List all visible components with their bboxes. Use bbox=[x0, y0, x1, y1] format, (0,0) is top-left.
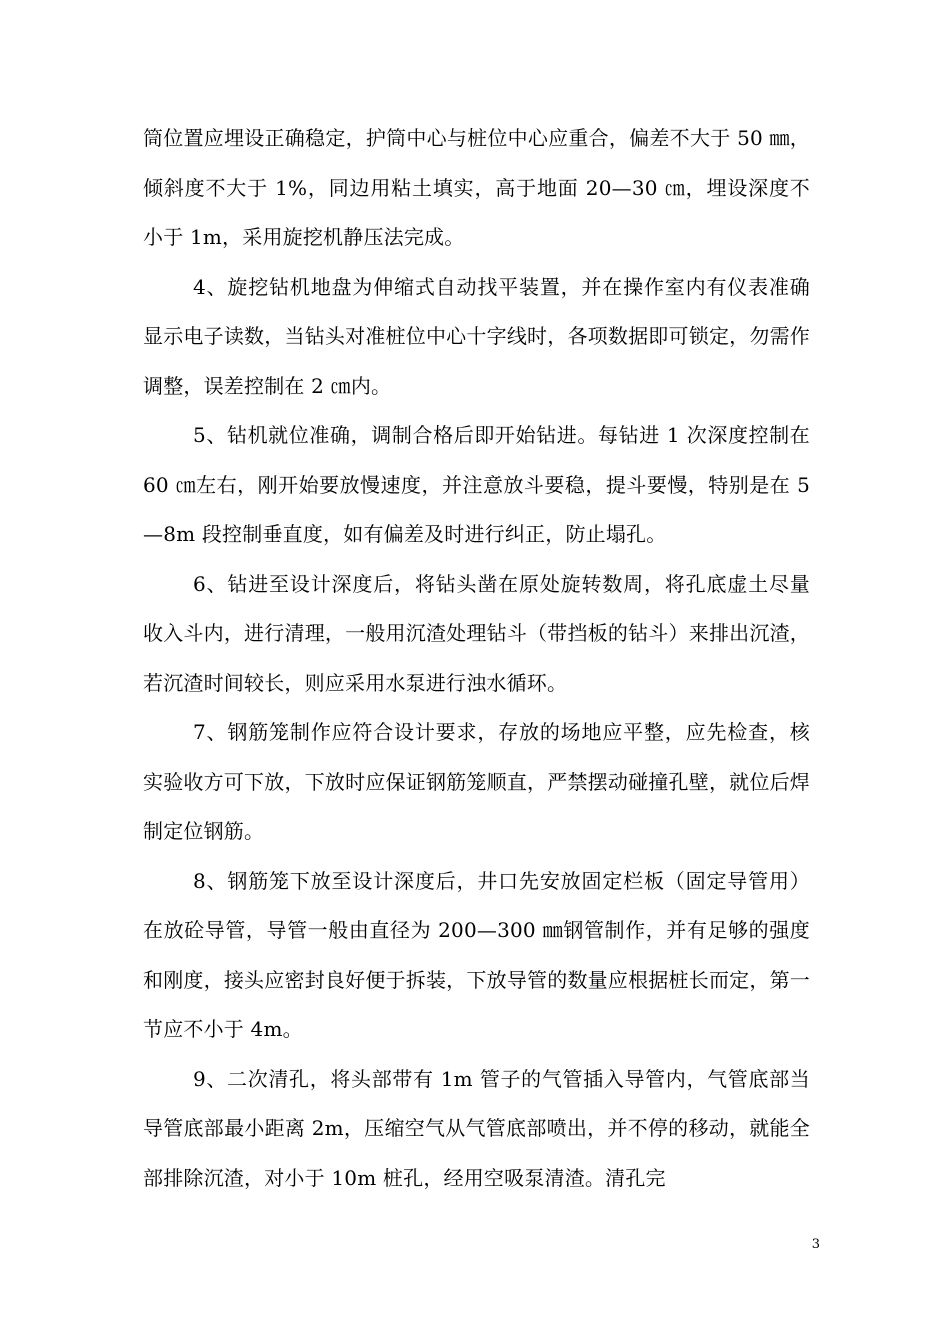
paragraph-item-7: 7、钢筋笼制作应符合设计要求，存放的场地应平整，应先检查，核实验收方可下放，下放时应保证钢筋笼顺直，严禁摆动碰撞孔壁，就位后焊制定位钢筋。 bbox=[143, 720, 810, 843]
paragraph-item-4: 4、旋挖钻机地盘为伸缩式自动找平装置，并在操作室内有仪表准确显示电子读数，当钻头对准桩位中心十字线时，各项数据即可锁定，勿需作调整，误差控制在 2 ㎝内。 bbox=[143, 274, 810, 398]
page-number: 3 bbox=[811, 1237, 820, 1252]
body-text bbox=[143, 114, 810, 1203]
paragraph-item-5: 5、钻机就位准确，调制合格后即开始钻进。每钻进 1 次深度控制在 60 ㎝左右，刚开始要放慢速度，并注意放斗要稳，提斗要慢，特别是在 5—8m 段控制垂直度，如有偏差及时进行纠正，防止塌孔。 bbox=[143, 423, 810, 546]
paragraph-continuation: 筒位置应埋设正确稳定，护筒中心与桩位中心应重合，偏差不大于 50 ㎜，倾斜度不大于 1%，同边用粘土填实，高于地面 20—30 ㎝，埋设深度不小于 1m，采用旋挖机静压法完成。 bbox=[143, 126, 810, 249]
paragraph-item-8: 8、钢筋笼下放至设计深度后，井口先安放固定栏板（固定导管用）在放砼导管，导管一般由直径为 200—300 ㎜钢管制作，并有足够的强度和刚度，接头应密封良好便于拆装，下放导管的数量应根据桩长而定，第一节应不小于 4m。 bbox=[143, 868, 810, 1041]
paragraph-item-9: 9、二次清孔，将头部带有 1m 管子的气管插入导管内，气管底部当导管底部最小距离 2m，压缩空气从气管底部喷出，并不停的移动，就能全部排除沉渣，对小于 10m 桩孔，经用空吸泵清渣。清孔完 bbox=[143, 1066, 810, 1190]
paragraph-item-6: 6、钻进至设计深度后，将钻头凿在原处旋转数周，将孔底虚土尽量收入斗内，进行清理，一般用沉渣处理钻斗（带挡板的钻斗）来排出沉渣，若沉渣时间较长，则应采用水泵进行浊水循环。 bbox=[143, 571, 810, 695]
